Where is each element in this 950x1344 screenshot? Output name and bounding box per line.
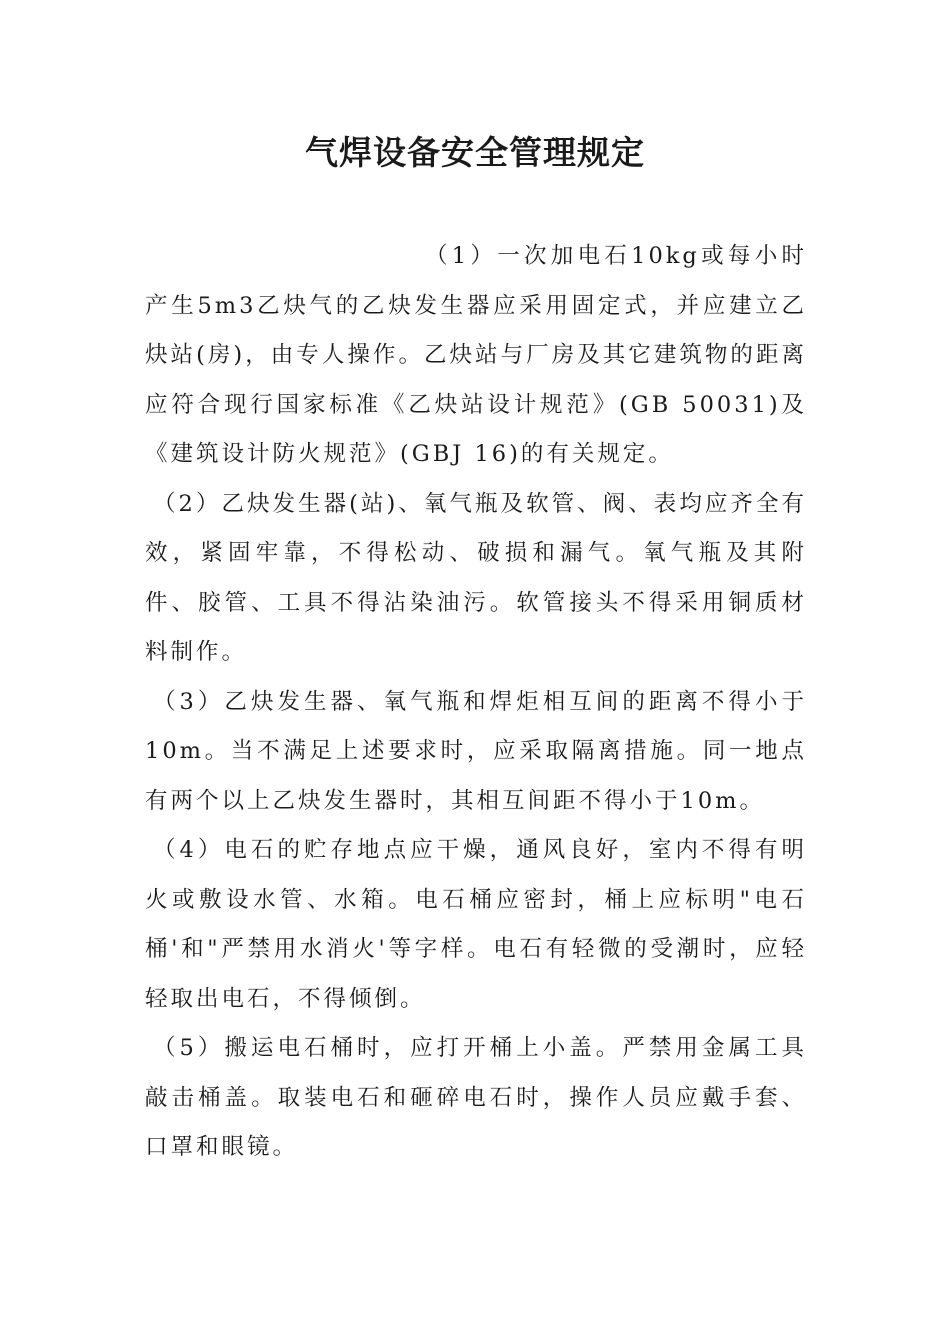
paragraph-1: （1）一次加电石10kg或每小时产生5m3乙炔气的乙炔发生器应采用固定式，并应建立乙炔站(房)，由专人操作。乙炔站与厂房及其它建筑物的距离应符合现行国家标准《乙炔站设计规范》(GB 50031)及《建筑设计防火规范》(GBJ 16)的有关规定。 — [145, 243, 807, 467]
document-title: 气焊设备安全管理规定 — [305, 133, 645, 172]
paragraph-4: （4）电石的贮存地点应干燥，通风良好，室内不得有明火或敷设水管、水箱。电石桶应密封，桶上应标明"电石桶'和"严禁用水消火'等字样。电石有轻微的受潮时，应轻轻取出电石，不得倾倒。 — [145, 837, 807, 1012]
paragraph-2: （2）乙炔发生器(站)、氧气瓶及软管、阀、表均应齐全有效，紧固牢靠，不得松动、破损和漏气。氧气瓶及其附件、胶管、工具不得沾染油污。软管接头不得采用铜质材料制作。 — [145, 490, 807, 665]
document-body — [145, 232, 807, 1173]
paragraph-3: （3）乙炔发生器、氧气瓶和焊炬相互间的距离不得小于10m。当不满足上述要求时，应采取隔离措施。同一地点有两个以上乙炔发生器时，其相互间距不得小于10m。 — [145, 688, 807, 814]
paragraph-5: （5）搬运电石桶时，应打开桶上小盖。严禁用金属工具敲击桶盖。取装电石和砸碎电石时，操作人员应戴手套、口罩和眼镜。 — [145, 1035, 807, 1160]
